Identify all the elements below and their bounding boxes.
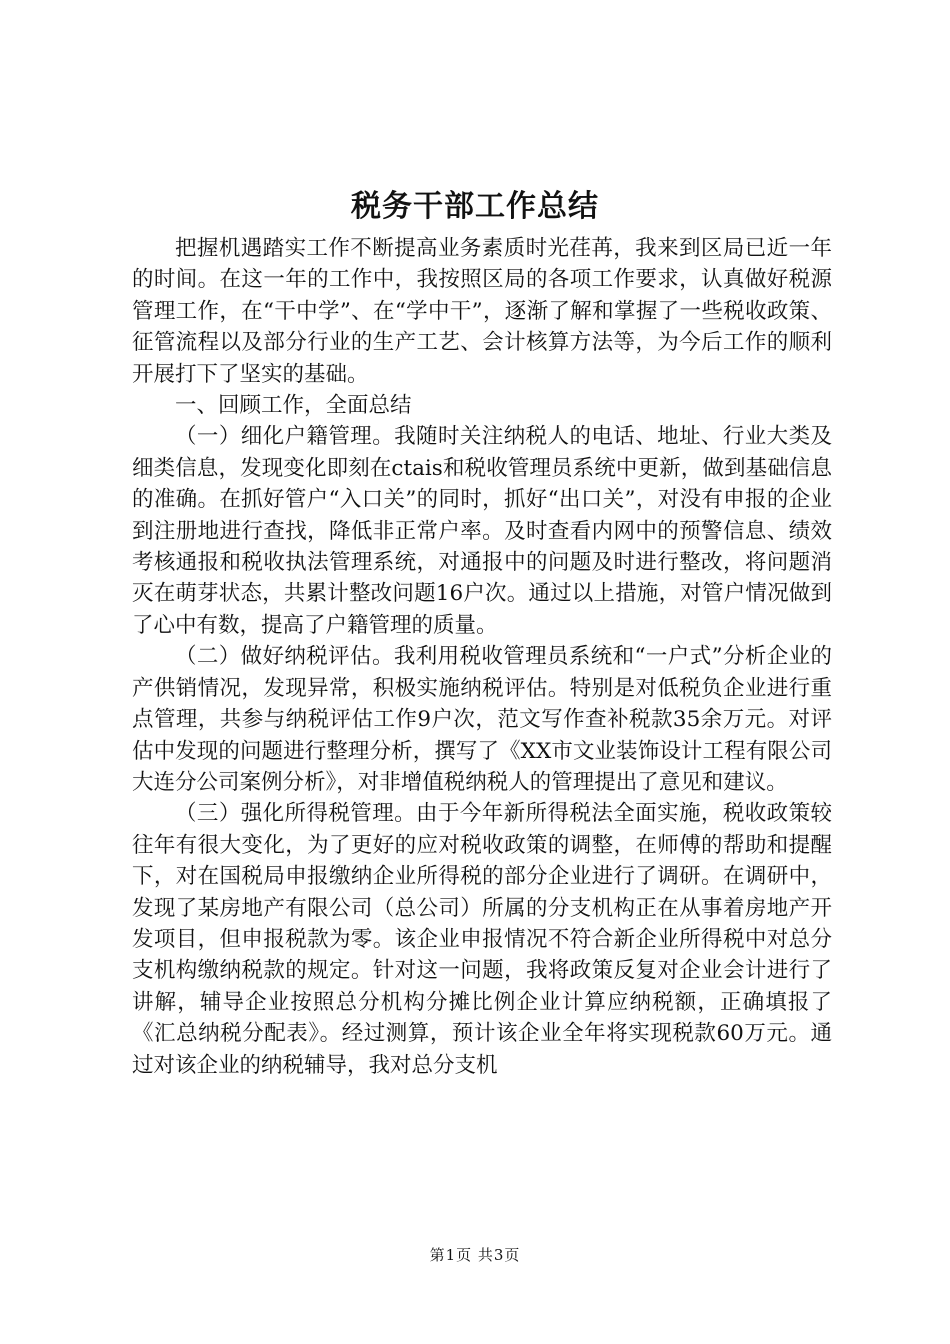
document-body (132, 233, 832, 1081)
paragraph-tax-assessment: （二）做好纳税评估。我利用税收管理员系统和“一户式”分析企业的产供销情况，发现异常，积极实施纳税评估。特别是对低税负企业进行重点管理，共参与纳税评估工作9户次，范文写作查补税款35余万元。对评估中发现的问题进行整理分析，撰写了《XX市文业装饰设计工程有限公司大连分公司案例分析》，对非增值税纳税人的管理提出了意见和建议。 (132, 644, 832, 795)
paragraph-income-tax: （三）强化所得税管理。由于今年新所得税法全面实施，税收政策较往年有很大变化，为了更好的应对税收政策的调整，在师傅的帮助和提醒下，对在国税局申报缴纳企业所得税的部分企业进行了调研。在调研中，发现了某房地产有限公司（总公司）所属的分支机构正在从事着房地产开发项目，但申报税款为零。该企业申报情况不符合新企业所得税中对总分支机构缴纳税款的规定。针对这一问题，我将政策反复对企业会计进行了讲解，辅导企业按照总分机构分摊比例企业计算应纳税额，正确填报了《汇总纳税分配表》。经过测算，预计该企业全年将实现税款60万元。通过对该企业的纳税辅导，我对总分支机 (132, 801, 832, 1078)
section-heading-review: 一、回顾工作，全面总结 (175, 393, 412, 419)
page-number-footer: 第1页 共3页 (429, 1246, 521, 1264)
document-title: 税务干部工作总结 (351, 189, 599, 224)
intro-paragraph: 把握机遇踏实工作不断提高业务素质时光荏苒，我来到区局已近一年的时间。在这一年的工作中，我按照区局的各项工作要求，认真做好税源管理工作，在“干中学”、在“学中干”，逐渐了解和掌握了一些税收政策、征管流程以及部分行业的生产工艺、会计核算方法等，为今后工作的顺利开展打下了坚实的基础。 (132, 236, 832, 387)
paragraph-household-management: （一）细化户籍管理。我随时关注纳税人的电话、地址、行业大类及细类信息，发现变化即刻在ctais和税收管理员系统中更新，做到基础信息的准确。在抓好管户“入口关”的同时，抓好“出口关”，对没有申报的企业到注册地进行查找，降低非正常户率。及时查看内网中的预警信息、绩效考核通报和税收执法管理系统，对通报中的问题及时进行整改，将问题消灭在萌芽状态，共累计整改问题16户次。通过以上措施，对管户情况做到了心中有数，提高了户籍管理的质量。 (132, 424, 832, 638)
